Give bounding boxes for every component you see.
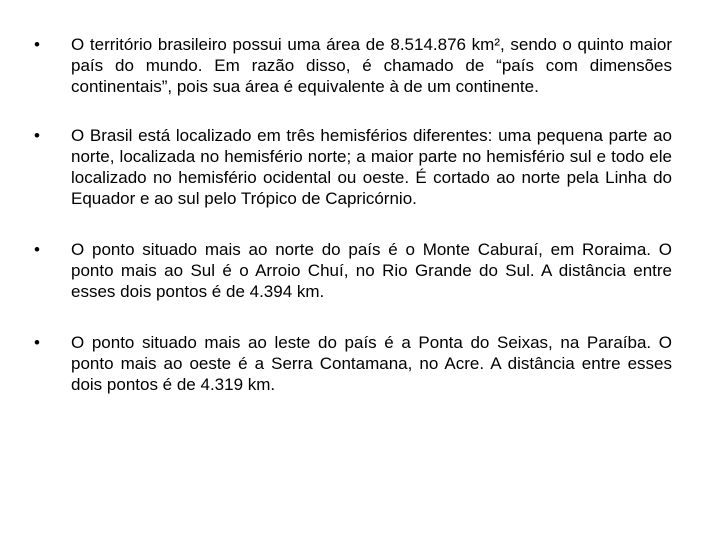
bullet-icon: • bbox=[34, 333, 40, 352]
bullet-text: O território brasileiro possui uma área de 8.514.876 km², sendo o quinto maior país do mundo. Em razão disso, é chamado de “país com dimensões continentais”, pois sua área é equivalente à de um continente. bbox=[71, 35, 672, 96]
bullet-item bbox=[34, 332, 672, 395]
bullet-icon: • bbox=[34, 126, 40, 145]
bullet-list bbox=[34, 34, 672, 423]
bullet-icon: • bbox=[34, 240, 40, 259]
bullet-text: O Brasil está localizado em três hemisférios diferentes: uma pequena parte ao norte, localizada no hemisfério norte; a maior parte no hemisfério sul e todo ele localizado no hemisfério ocidental ou oeste. É cortado ao norte pela Linha do Equador e ao sul pelo Trópico de Capricórnio. bbox=[71, 126, 672, 208]
bullet-item bbox=[34, 34, 672, 97]
bullet-item bbox=[34, 125, 672, 209]
bullet-text: O ponto situado mais ao leste do país é a Ponta do Seixas, na Paraíba. O ponto mais ao oeste é a Serra Contamana, no Acre. A distância entre esses dois pontos é de 4.319 km. bbox=[71, 333, 672, 394]
bullet-icon: • bbox=[34, 35, 40, 54]
bullet-item bbox=[34, 239, 672, 302]
bullet-text: O ponto situado mais ao norte do país é o Monte Caburaí, em Roraima. O ponto mais ao Sul é o Arroio Chuí, no Rio Grande do Sul. A distância entre esses dois pontos é de 4.394 km. bbox=[71, 240, 672, 301]
